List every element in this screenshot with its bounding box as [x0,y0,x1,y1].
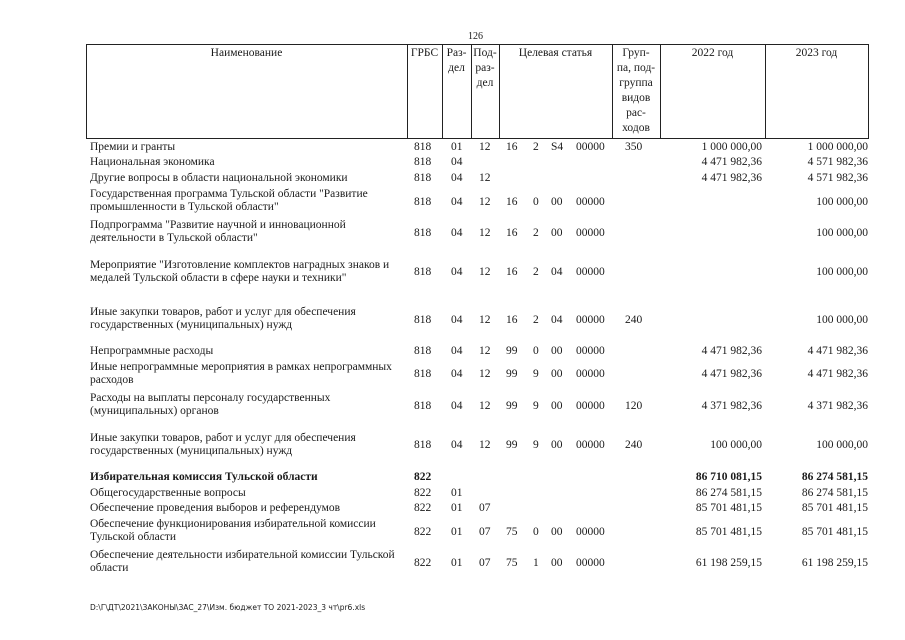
row-expense-group: 120 [625,400,643,412]
row-grbs: 818 [414,156,432,168]
row-target-3: 00 [551,557,563,569]
row-2022: 4 471 982,36 [701,156,762,168]
table-top-border [86,44,869,45]
row-2023: 61 198 259,15 [801,557,868,569]
row-target-2: 2 [533,227,539,239]
row-razdel: 01 [451,487,463,499]
row-podrazdel: 12 [479,141,491,153]
row-2023: 4 571 982,36 [807,172,868,184]
row-2023: 86 274 581,15 [801,471,868,483]
row-grbs: 818 [414,439,432,451]
row-target-1: 16 [506,227,518,239]
row-name: Общегосударственные вопросы [90,487,246,499]
row-target-1: 99 [506,439,518,451]
row-grbs: 822 [414,502,432,514]
row-target-3: 00 [551,439,563,451]
row-2022: 86 710 081,15 [695,471,762,483]
row-target-2: 9 [533,400,539,412]
row-name: Иные непрограммные мероприятия в рамках непрограммных расходов [90,361,392,386]
row-2023: 85 701 481,15 [801,502,868,514]
row-grbs: 818 [414,172,432,184]
row-2023: 100 000,00 [816,196,868,208]
row-name: Иные закупки товаров, работ и услуг для обеспечения государственных (муниципальных) нужд [90,306,356,331]
row-name: Премии и гранты [90,141,176,153]
row-name: Подпрограмма "Развитие научной и инновационной деятельности в Тульской области" [90,219,346,244]
row-name: Избирательная комиссия Тульской области [90,471,318,483]
row-target-4: 00000 [576,141,605,153]
row-target-2: 2 [533,266,539,278]
row-podrazdel: 12 [479,227,491,239]
row-razdel: 04 [451,439,463,451]
file-path-footer: D:\Г\ДТ\2021\ЗАКОНЫ\ЗАС_27\Изм. бюджет ТО 2021-2023_3 чт\pr6.xls [90,603,366,612]
row-2023: 100 000,00 [816,314,868,326]
row-target-2: 0 [533,345,539,357]
row-razdel: 01 [451,141,463,153]
row-razdel: 04 [451,345,463,357]
row-razdel: 01 [451,557,463,569]
row-target-4: 00000 [576,314,605,326]
header-razdel: Раз- дел [446,47,467,74]
row-razdel: 04 [451,196,463,208]
row-target-1: 99 [506,345,518,357]
row-podrazdel: 12 [479,368,491,380]
row-2023: 1 000 000,00 [807,141,868,153]
row-grbs: 818 [414,227,432,239]
row-razdel: 01 [451,502,463,514]
row-target-2: 1 [533,557,539,569]
row-grbs: 822 [414,487,432,499]
row-razdel: 04 [451,368,463,380]
row-target-4: 00000 [576,557,605,569]
row-target-2: 0 [533,196,539,208]
row-grbs: 822 [414,471,432,483]
row-name: Государственная программа Тульской области "Развитие промышленности в Тульской области" [90,188,368,213]
row-name: Другие вопросы в области национальной экономики [90,172,348,184]
header-2022: 2022 год [691,47,734,59]
row-2023: 4 471 982,36 [807,368,868,380]
row-podrazdel: 12 [479,400,491,412]
row-target-3: 00 [551,345,563,357]
row-2022: 61 198 259,15 [695,557,762,569]
row-name: Непрограммные расходы [90,345,214,357]
row-grbs: 818 [414,141,432,153]
row-podrazdel: 12 [479,439,491,451]
row-2023: 4 371 982,36 [807,400,868,412]
row-2023: 4 571 982,36 [807,156,868,168]
row-razdel: 04 [451,266,463,278]
header-expense-group: Груп- па, под- группа видов рас- ходов [616,47,656,134]
row-target-3: 00 [551,227,563,239]
row-target-3: 00 [551,368,563,380]
row-2022: 4 471 982,36 [701,345,762,357]
row-target-4: 00000 [576,526,605,538]
row-target-1: 75 [506,526,518,538]
row-target-4: 00000 [576,400,605,412]
row-podrazdel: 12 [479,345,491,357]
row-target-4: 00000 [576,368,605,380]
row-2022: 100 000,00 [710,439,762,451]
row-podrazdel: 12 [479,314,491,326]
row-target-1: 16 [506,266,518,278]
row-target-4: 00000 [576,345,605,357]
row-target-2: 2 [533,314,539,326]
row-name: Обеспечение функционирования избирательной комиссии Тульской области [90,518,376,543]
row-target-1: 16 [506,314,518,326]
row-grbs: 818 [414,266,432,278]
row-2022: 4 371 982,36 [701,400,762,412]
row-target-4: 00000 [576,227,605,239]
row-target-3: 04 [551,266,563,278]
row-2023: 85 701 481,15 [801,526,868,538]
row-podrazdel: 07 [479,526,491,538]
table-right-border [868,44,869,139]
row-target-2: 2 [533,141,539,153]
row-target-4: 00000 [576,439,605,451]
row-2022: 1 000 000,00 [701,141,762,153]
row-2023: 100 000,00 [816,227,868,239]
row-expense-group: 350 [625,141,643,153]
row-podrazdel: 12 [479,266,491,278]
page-number: 126 [468,31,483,42]
row-grbs: 818 [414,400,432,412]
header-podrazdel: Под- раз- дел [473,47,497,89]
header-2023: 2023 год [795,47,838,59]
row-expense-group: 240 [625,439,643,451]
row-name: Расходы на выплаты персоналу государственных (муниципальных) органов [90,392,331,417]
row-target-1: 16 [506,141,518,153]
row-grbs: 822 [414,526,432,538]
row-target-4: 00000 [576,266,605,278]
header-target-article: Целевая статья [518,47,593,59]
row-name: Обеспечение проведения выборов и референдумов [90,502,341,514]
row-grbs: 822 [414,557,432,569]
row-target-3: 04 [551,314,563,326]
row-target-1: 99 [506,368,518,380]
header-grbs: ГРБС [410,47,439,59]
row-grbs: 818 [414,345,432,357]
row-target-3: 00 [551,400,563,412]
row-2023: 100 000,00 [816,439,868,451]
row-target-3: 00 [551,526,563,538]
row-podrazdel: 07 [479,557,491,569]
row-2022: 86 274 581,15 [695,487,762,499]
row-2022: 4 471 982,36 [701,172,762,184]
header-name: Наименование [210,47,283,59]
row-target-4: 00000 [576,196,605,208]
row-grbs: 818 [414,196,432,208]
row-razdel: 04 [451,400,463,412]
row-grbs: 818 [414,314,432,326]
row-name: Национальная экономика [90,156,215,168]
row-name: Иные закупки товаров, работ и услуг для обеспечения государственных (муниципальных) нужд [90,432,356,457]
row-2023: 4 471 982,36 [807,345,868,357]
row-name: Мероприятие "Изготовление комплектов наградных знаков и медалей Тульской области в сфере науки и техники" [90,259,390,284]
row-razdel: 01 [451,526,463,538]
row-target-2: 0 [533,526,539,538]
row-razdel: 04 [451,227,463,239]
row-razdel: 04 [451,156,463,168]
row-target-2: 9 [533,368,539,380]
table-header-bottom-border [86,138,869,139]
row-name: Обеспечение деятельности избирательной комиссии Тульской области [90,549,395,574]
row-2022: 4 471 982,36 [701,368,762,380]
row-podrazdel: 07 [479,502,491,514]
row-target-1: 99 [506,400,518,412]
row-2023: 86 274 581,15 [801,487,868,499]
row-razdel: 04 [451,314,463,326]
row-2022: 85 701 481,15 [695,502,762,514]
row-razdel: 04 [451,172,463,184]
row-target-3: 00 [551,196,563,208]
row-2022: 85 701 481,15 [695,526,762,538]
row-target-3: S4 [551,141,564,153]
row-expense-group: 240 [625,314,643,326]
row-2023: 100 000,00 [816,266,868,278]
row-grbs: 818 [414,368,432,380]
row-target-1: 16 [506,196,518,208]
row-target-1: 75 [506,557,518,569]
row-podrazdel: 12 [479,196,491,208]
row-podrazdel: 12 [479,172,491,184]
row-target-2: 9 [533,439,539,451]
